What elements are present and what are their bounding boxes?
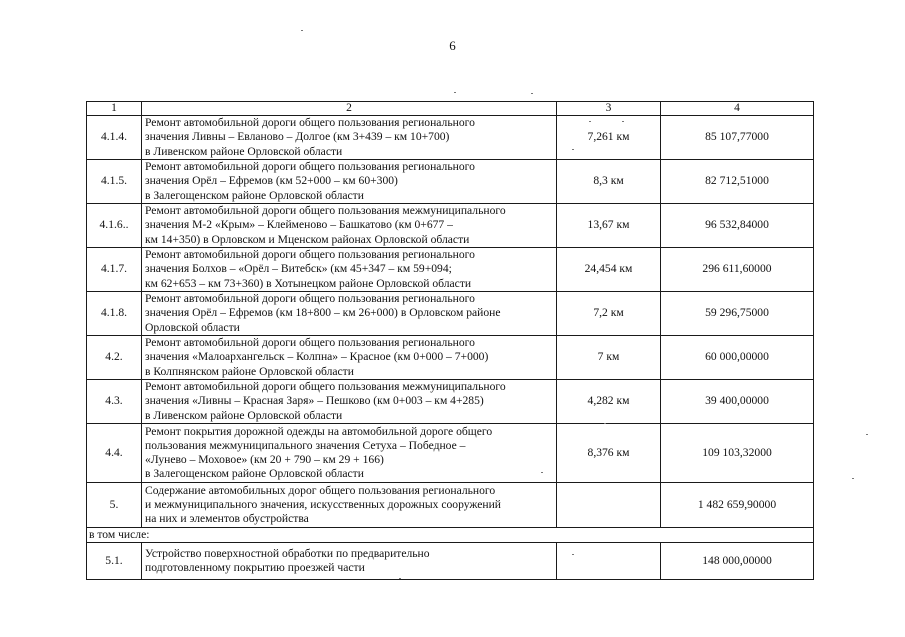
scan-speck	[852, 478, 854, 479]
item-description: Ремонт автомобильной дороги общего пользования регионального значения Болхов – «Орёл – Витебск» (км 45+347 – км 59+094; км 62+653 – км 73+360) в Хотынецком районе Орловской области	[142, 248, 557, 292]
scan-speck	[622, 121, 624, 122]
item-amount: 39 400,00000	[661, 380, 814, 424]
subheader-label: в том числе:	[87, 528, 814, 543]
item-number: 4.4.	[87, 424, 142, 483]
item-description: Ремонт автомобильной дороги общего пользования межмуниципального значения «Ливны – Красная Заря» – Пешково (км 0+003 – км 4+285) в Ливенском районе Орловской области	[142, 380, 557, 424]
scan-speck	[454, 92, 456, 93]
table-row	[87, 336, 814, 380]
item-amount: 96 532,84000	[661, 204, 814, 248]
item-amount: 82 712,51000	[661, 160, 814, 204]
table-row	[87, 204, 814, 248]
item-amount: 59 296,75000	[661, 292, 814, 336]
header-cell: 4	[661, 102, 814, 116]
item-description: Ремонт автомобильной дороги общего пользования регионального значения Ливны – Евланово – Долгое (км 3+439 – км 10+700) в Ливенском районе Орловской области	[142, 116, 557, 160]
item-description: Ремонт автомобильной дороги общего пользования регионального значения Орёл – Ефремов (км 18+800 – км 26+000) в Орловском районе Орловской области	[142, 292, 557, 336]
scan-speck	[531, 93, 533, 94]
item-length: 13,67 км	[557, 204, 661, 248]
scan-speck	[866, 434, 868, 435]
item-amount: 1 482 659,90000	[661, 483, 814, 528]
table-row	[87, 248, 814, 292]
item-number: 4.1.8.	[87, 292, 142, 336]
item-number: 4.1.5.	[87, 160, 142, 204]
item-description: Ремонт покрытия дорожной одежды на автомобильной дороге общего пользования межмуниципального значения Сетуха – Победное – «Лунево – Моховое» (км 20 + 790 – км 29 + 166) в Залегощенском районе Орловской области	[142, 424, 557, 483]
subheader-row	[87, 528, 814, 543]
table-header-row	[87, 102, 814, 116]
item-description: Ремонт автомобильной дороги общего пользования регионального значения «Малоархангельск – Колпна» – Красное (км 0+000 – 7+000) в Колпнянском районе Орловской области	[142, 336, 557, 380]
item-length: 4,282 км	[557, 380, 661, 424]
item-description: Устройство поверхностной обработки по предварительно подготовленному покрытию проезжей части	[142, 543, 557, 580]
page-number: 6	[449, 38, 456, 53]
item-description: Ремонт автомобильной дороги общего пользования межмуниципального значения М-2 «Крым» – Клейменово – Башкатово (км 0+677 – км 14+350) в Орловском и Мценском районах Орловской области	[142, 204, 557, 248]
item-number: 5.1.	[87, 543, 142, 580]
table-row	[87, 424, 814, 483]
item-amount: 296 611,60000	[661, 248, 814, 292]
item-length: 24,454 км	[557, 248, 661, 292]
item-length	[557, 483, 661, 528]
table-row	[87, 292, 814, 336]
item-amount: 85 107,77000	[661, 116, 814, 160]
item-length: 8,3 км	[557, 160, 661, 204]
item-length: 8,376 км	[557, 424, 661, 483]
table-row	[87, 116, 814, 160]
item-number: 4.3.	[87, 380, 142, 424]
header-cell: 1	[87, 102, 142, 116]
item-length: 7,261 км	[557, 116, 661, 160]
item-number: 5.	[87, 483, 142, 528]
scan-speck	[541, 472, 543, 473]
header-cell: 2	[142, 102, 557, 116]
item-number: 4.2.	[87, 336, 142, 380]
scan-speck	[301, 30, 303, 31]
item-length: 7 км	[557, 336, 661, 380]
table-row	[87, 543, 814, 580]
item-number: 4.1.6..	[87, 204, 142, 248]
item-description: Ремонт автомобильной дороги общего пользования регионального значения Орёл – Ефремов (км 52+000 – км 60+300) в Залегощенском районе Орловской области	[142, 160, 557, 204]
item-number: 4.1.7.	[87, 248, 142, 292]
scan-speck	[399, 578, 401, 579]
scan-speck	[572, 554, 574, 555]
item-amount: 148 000,00000	[661, 543, 814, 580]
scan-speck	[572, 149, 574, 150]
header-cell: 3	[557, 102, 661, 116]
table-row	[87, 483, 814, 528]
item-length	[557, 543, 661, 580]
item-amount: 60 000,00000	[661, 336, 814, 380]
item-number: 4.1.4.	[87, 116, 142, 160]
scan-speck	[604, 423, 606, 424]
table-row	[87, 160, 814, 204]
table-row	[87, 380, 814, 424]
item-description: Содержание автомобильных дорог общего пользования регионального и межмуниципального значения, искусственных дорожных сооружений на них и элементов обустройства	[142, 483, 557, 528]
scan-speck	[589, 121, 591, 122]
item-length: 7,2 км	[557, 292, 661, 336]
road-repair-table	[86, 101, 814, 580]
item-amount: 109 103,32000	[661, 424, 814, 483]
